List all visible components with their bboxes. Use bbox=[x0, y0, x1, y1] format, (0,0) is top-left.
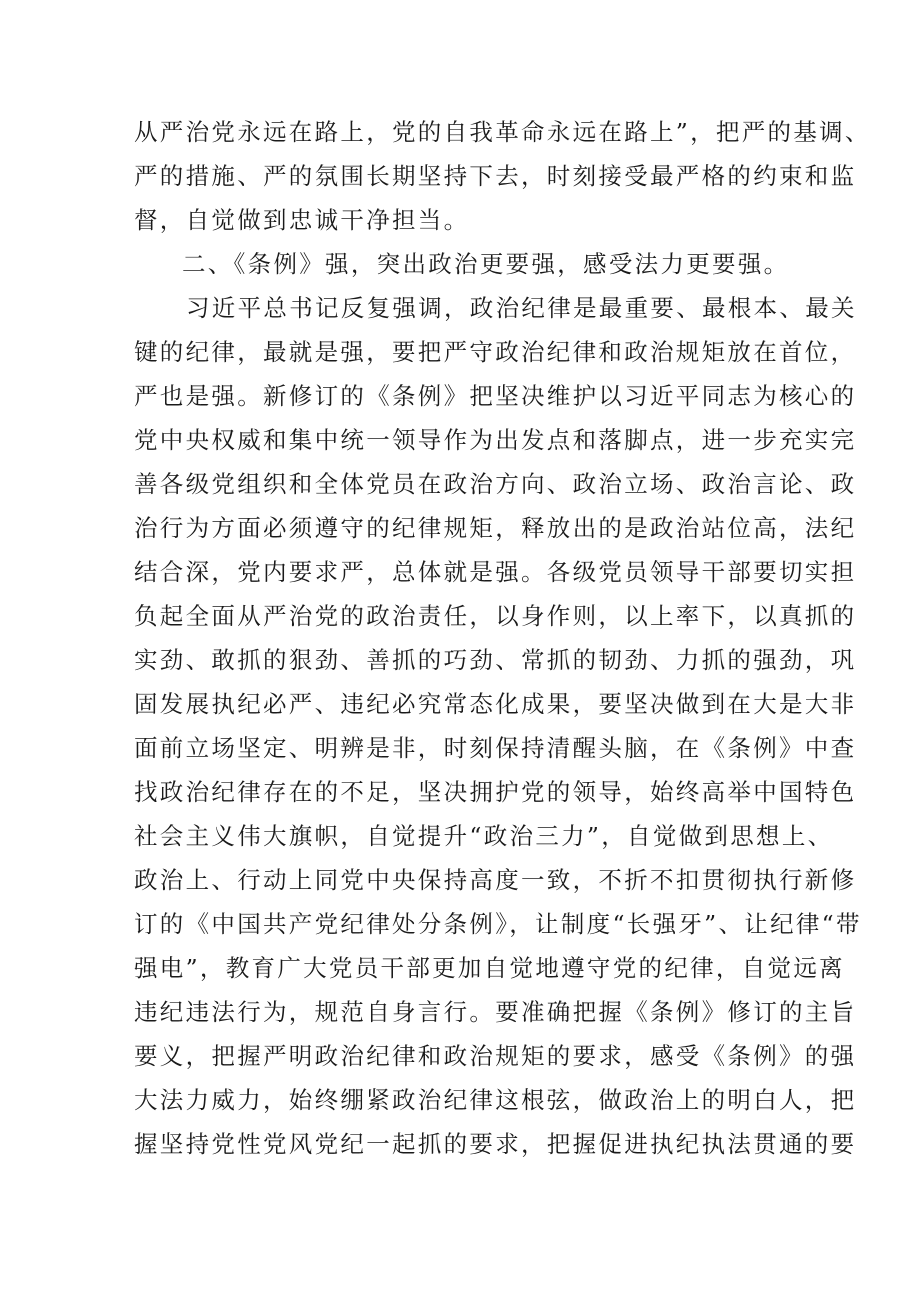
text-line: 找政治纪律存在的不足，坚决拥护党的领导，始终高举中国特色 bbox=[134, 778, 857, 806]
text-line: 习近平总书记反复强调，政治纪律是最重要、最根本、最关 bbox=[186, 294, 857, 322]
text-line: 从严治党永远在路上，党的自我革命永远在路上”，把严的基调、 bbox=[134, 118, 871, 146]
text-line: 善各级党组织和全体党员在政治方向、政治立场、政治言论、政 bbox=[134, 470, 857, 498]
text-line: 负起全面从严治党的政治责任，以身作则，以上率下，以真抓的 bbox=[134, 602, 857, 630]
text-line: 治行为方面必须遵守的纪律规矩，释放出的是政治站位高，法纪 bbox=[134, 514, 857, 542]
text-line: 面前立场坚定、明辨是非，时刻保持清醒头脑，在《条例》中查 bbox=[134, 734, 857, 762]
text-line: 社会主义伟大旗帜，自觉提升“政治三力”，自觉做到思想上、 bbox=[134, 822, 834, 850]
text-line: 固发展执纪必严、违纪必究常态化成果，要坚决做到在大是大非 bbox=[134, 690, 857, 718]
text-line: 实劲、敢抓的狠劲、善抓的巧劲、常抓的韧劲、力抓的强劲，巩 bbox=[134, 646, 857, 674]
text-line: 党中央权威和集中统一领导作为出发点和落脚点，进一步充实完 bbox=[134, 426, 857, 454]
text-line: 强电”，教育广大党员干部更加自觉地遵守党的纪律，自觉远离 bbox=[134, 954, 845, 982]
text-line: 严也是强。新修订的《条例》把坚决维护以习近平同志为核心的 bbox=[134, 382, 857, 410]
section-heading: 二、《条例》强，突出政治更要强，感受法力更要强。 bbox=[182, 250, 790, 278]
text-line: 要义，把握严明政治纪律和政治规矩的要求，感受《条例》的强 bbox=[134, 1042, 857, 1070]
text-line: 严的措施、严的氛围长期坚持下去，时刻接受最严格的约束和监 bbox=[134, 162, 857, 190]
text-line: 违纪违法行为，规范自身言行。要准确把握《条例》修订的主旨 bbox=[134, 998, 857, 1026]
text-line: 键的纪律，最就是强，要把严守政治纪律和政治规矩放在首位， bbox=[134, 338, 857, 366]
text-line: 大法力威力，始终绷紧政治纪律这根弦，做政治上的明白人，把 bbox=[134, 1086, 857, 1114]
text-line: 结合深，党内要求严，总体就是强。各级党员领导干部要切实担 bbox=[134, 558, 857, 586]
text-line: 督，自觉做到忠诚干净担当。 bbox=[134, 206, 470, 234]
text-line: 握坚持党性党风党纪一起抓的要求，把握促进执纪执法贯通的要 bbox=[134, 1130, 857, 1158]
text-line: 订的《中国共产党纪律处分条例》，让制度“长强牙”、让纪律“带 bbox=[134, 910, 862, 938]
text-line: 政治上、行动上同党中央保持高度一致，不折不扣贯彻执行新修 bbox=[134, 866, 857, 894]
